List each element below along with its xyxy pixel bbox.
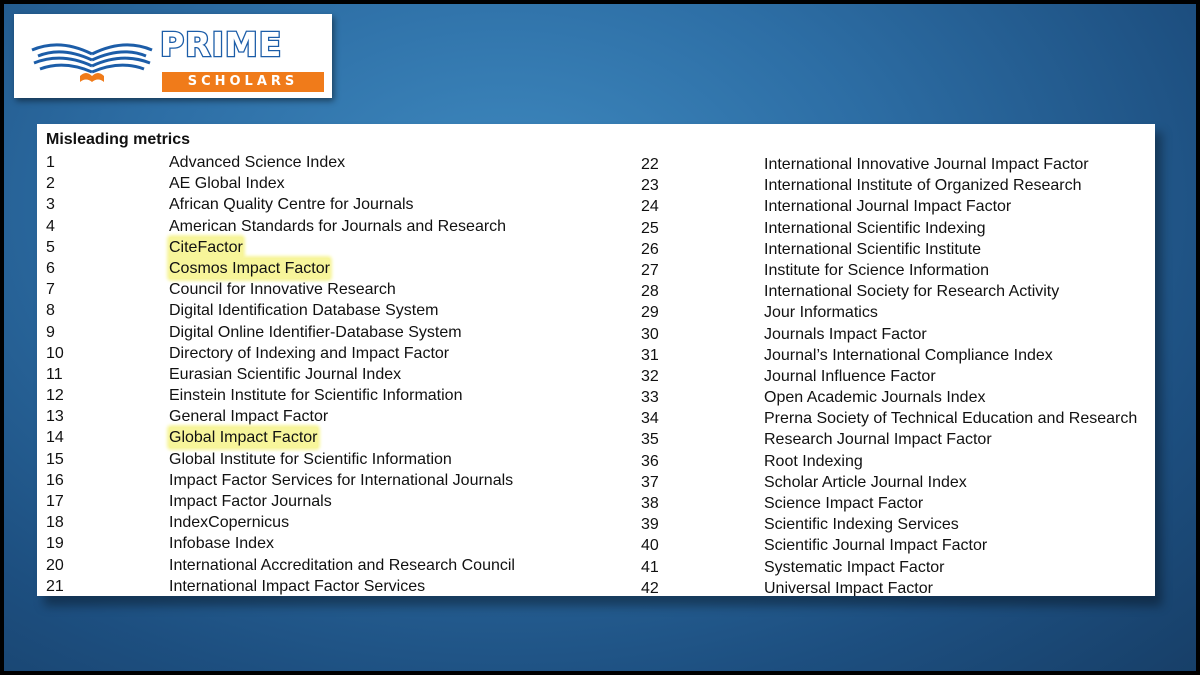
item-number: 15 bbox=[46, 450, 64, 468]
item-name: Root Indexing bbox=[764, 452, 863, 470]
item-name: International Institute of Organized Research bbox=[764, 177, 1082, 195]
item-name: Institute for Science Information bbox=[764, 261, 989, 279]
list-item bbox=[632, 557, 1152, 578]
item-number: 32 bbox=[641, 367, 659, 385]
item-name: Open Academic Journals Index bbox=[764, 389, 986, 407]
list-item bbox=[37, 491, 597, 512]
item-number: 37 bbox=[641, 473, 659, 491]
list-item bbox=[632, 196, 1152, 217]
item-number: 27 bbox=[641, 261, 659, 279]
item-name: Global Institute for Scientific Information bbox=[169, 450, 452, 468]
item-name-highlighted: Cosmos Impact Factor bbox=[169, 259, 330, 277]
list-item bbox=[37, 173, 597, 194]
item-number: 22 bbox=[641, 156, 659, 173]
list-item bbox=[37, 152, 597, 173]
item-number: 18 bbox=[46, 514, 64, 532]
item-name: African Quality Centre for Journals bbox=[169, 196, 414, 214]
item-name: Universal Impact Factor bbox=[764, 579, 933, 596]
logo-scholars-text: SCHOLARS bbox=[162, 72, 324, 92]
list-item bbox=[632, 387, 1152, 408]
item-number: 2 bbox=[46, 175, 55, 193]
slide-background bbox=[4, 4, 1196, 671]
list-item bbox=[632, 472, 1152, 493]
item-name: IndexCopernicus bbox=[169, 514, 290, 532]
list-item bbox=[37, 406, 597, 427]
open-book-icon bbox=[30, 36, 154, 84]
item-name: American Standards for Journals and Research bbox=[169, 217, 507, 235]
list-item bbox=[632, 324, 1152, 345]
item-name: Scientific Indexing Services bbox=[764, 516, 959, 534]
item-name: Systematic Impact Factor bbox=[764, 558, 945, 576]
item-number: 3 bbox=[46, 196, 55, 214]
list-item bbox=[37, 258, 597, 279]
list-item bbox=[37, 322, 597, 343]
item-number: 10 bbox=[46, 344, 64, 362]
list-item bbox=[37, 364, 597, 385]
prime-scholars-logo bbox=[14, 14, 332, 98]
item-name: Impact Factor Journals bbox=[169, 493, 332, 510]
list-item bbox=[632, 154, 1152, 175]
item-name: Digital Identification Database System bbox=[169, 302, 439, 320]
item-name: International Scientific Institute bbox=[764, 240, 982, 258]
list-item bbox=[37, 279, 597, 300]
list-item bbox=[632, 239, 1152, 260]
item-number: 21 bbox=[46, 577, 64, 595]
item-number: 35 bbox=[641, 431, 659, 449]
item-name: Prerna Society of Technical Education and Research bbox=[764, 410, 1138, 428]
right-column bbox=[632, 154, 1152, 596]
list-item bbox=[632, 281, 1152, 302]
item-name: International Innovative Journal Impact Factor bbox=[764, 156, 1089, 173]
item-name: International Accreditation and Research Council bbox=[169, 556, 515, 574]
left-column bbox=[37, 152, 597, 596]
item-name: International Journal Impact Factor bbox=[764, 198, 1012, 216]
item-number: 42 bbox=[641, 579, 659, 596]
list-item bbox=[37, 300, 597, 321]
item-name: AE Global Index bbox=[169, 175, 285, 193]
item-name-highlighted: Global Impact Factor bbox=[169, 429, 318, 447]
list-item bbox=[37, 385, 597, 406]
list-item bbox=[37, 427, 597, 448]
list-item bbox=[632, 302, 1152, 323]
item-number: 39 bbox=[641, 516, 659, 534]
item-name-highlighted: CiteFactor bbox=[169, 238, 243, 256]
list-item bbox=[37, 216, 597, 237]
item-name: Digital Online Identifier-Database System bbox=[169, 323, 462, 341]
item-number: 8 bbox=[46, 302, 55, 320]
list-item bbox=[632, 451, 1152, 472]
list-item bbox=[632, 260, 1152, 281]
item-name: Journal Influence Factor bbox=[764, 367, 936, 385]
item-name: Journal’s International Compliance Index bbox=[764, 346, 1053, 364]
item-number: 33 bbox=[641, 389, 659, 407]
item-name: Advanced Science Index bbox=[169, 154, 346, 171]
item-name: International Scientific Indexing bbox=[764, 219, 986, 237]
list-item bbox=[632, 218, 1152, 239]
item-number: 29 bbox=[641, 304, 659, 322]
item-name: Directory of Indexing and Impact Factor bbox=[169, 344, 450, 362]
list-item bbox=[632, 429, 1152, 450]
list-item bbox=[632, 514, 1152, 535]
item-number: 41 bbox=[641, 558, 659, 576]
list-item bbox=[632, 493, 1152, 514]
item-number: 40 bbox=[641, 537, 659, 555]
list-item bbox=[37, 194, 597, 215]
item-number: 24 bbox=[641, 198, 659, 216]
item-name: Scientific Journal Impact Factor bbox=[764, 537, 988, 555]
item-number: 11 bbox=[46, 365, 63, 383]
list-item bbox=[37, 237, 597, 258]
item-number: 31 bbox=[641, 346, 659, 364]
item-number: 14 bbox=[46, 429, 64, 447]
item-name: Science Impact Factor bbox=[764, 495, 924, 512]
item-number: 12 bbox=[46, 387, 64, 405]
item-number: 38 bbox=[641, 495, 659, 512]
item-number: 20 bbox=[46, 556, 64, 574]
item-name: Journals Impact Factor bbox=[764, 325, 927, 343]
item-name: Infobase Index bbox=[169, 535, 274, 553]
item-number: 4 bbox=[46, 217, 55, 235]
item-number: 1 bbox=[46, 154, 55, 171]
logo-prime-text: PRIME bbox=[160, 25, 283, 64]
item-number: 36 bbox=[641, 452, 659, 470]
item-number: 6 bbox=[46, 259, 55, 277]
item-number: 30 bbox=[641, 325, 659, 343]
item-name: International Society for Research Activity bbox=[764, 283, 1060, 301]
document-title: Misleading metrics bbox=[46, 131, 191, 148]
list-item bbox=[632, 345, 1152, 366]
list-item bbox=[632, 175, 1152, 196]
list-item bbox=[632, 535, 1152, 556]
item-name: Impact Factor Services for International Journals bbox=[169, 471, 514, 489]
item-name: Einstein Institute for Scientific Information bbox=[169, 387, 463, 405]
item-name: Research Journal Impact Factor bbox=[764, 431, 992, 449]
list-item bbox=[37, 576, 597, 596]
item-number: 26 bbox=[641, 240, 659, 258]
item-number: 9 bbox=[46, 323, 55, 341]
item-name: International Impact Factor Services bbox=[169, 577, 426, 595]
item-number: 13 bbox=[46, 408, 64, 426]
metrics-document bbox=[37, 124, 1155, 596]
item-name: Jour Informatics bbox=[764, 304, 878, 322]
item-number: 16 bbox=[46, 471, 64, 489]
list-item bbox=[37, 555, 597, 576]
item-name: General Impact Factor bbox=[169, 408, 329, 426]
item-name: Council for Innovative Research bbox=[169, 281, 396, 299]
list-item bbox=[37, 533, 597, 554]
list-item bbox=[37, 470, 597, 491]
item-number: 23 bbox=[641, 177, 659, 195]
item-number: 34 bbox=[641, 410, 659, 428]
item-number: 17 bbox=[46, 493, 64, 510]
list-item bbox=[632, 408, 1152, 429]
list-item bbox=[632, 366, 1152, 387]
item-number: 28 bbox=[641, 283, 659, 301]
item-number: 25 bbox=[641, 219, 659, 237]
item-name: Scholar Article Journal Index bbox=[764, 473, 967, 491]
list-item bbox=[632, 578, 1152, 596]
item-name: Eurasian Scientific Journal Index bbox=[169, 365, 402, 383]
list-item bbox=[37, 343, 597, 364]
list-item bbox=[37, 449, 597, 470]
item-number: 5 bbox=[46, 238, 55, 256]
item-number: 7 bbox=[46, 281, 55, 299]
list-item bbox=[37, 512, 597, 533]
item-number: 19 bbox=[46, 535, 64, 553]
